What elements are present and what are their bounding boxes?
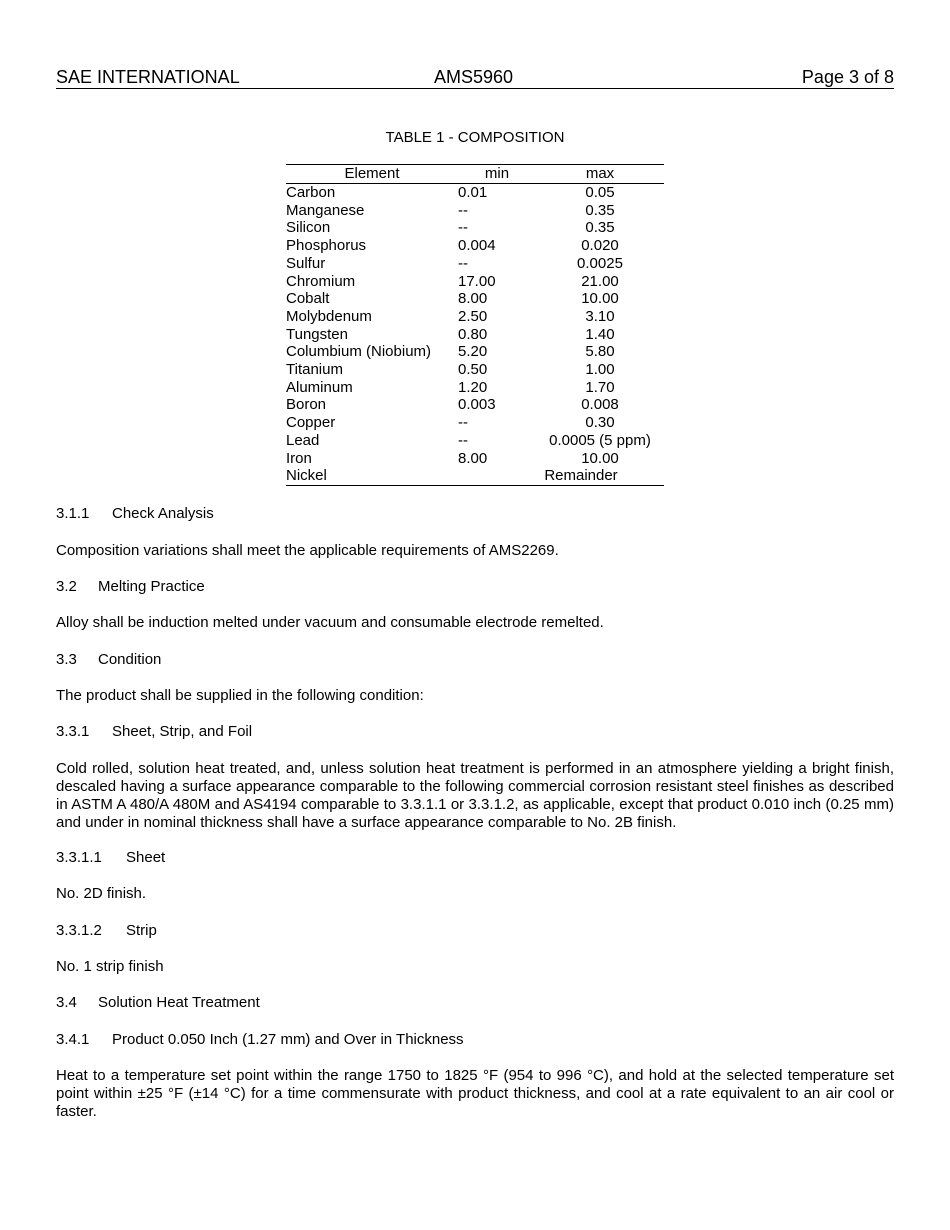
table-row [286,202,664,220]
cell-min: 5.20 [458,343,488,361]
section-heading-3-3-1-2 [56,922,157,940]
column-header-element: Element [286,165,458,184]
table-body [286,184,664,486]
cell-element: Molybdenum [286,307,372,325]
table-row [286,361,664,379]
cell-max: 0.35 [585,219,615,237]
cell-max: 0.05 [585,184,615,201]
section-number: 3.3.1.2 [56,922,102,939]
cell-element: Iron [286,449,312,467]
cell-element: Silicon [286,219,331,237]
section-number: 3.4 [56,994,77,1011]
cell-min: -- [458,219,468,237]
table-row [286,237,664,255]
cell-min: -- [458,201,468,219]
section-number: 3.2 [56,578,77,595]
cell-element: Sulfur [286,254,326,272]
cell-max: 1.00 [585,361,615,379]
cell-min: 0.004 [458,237,496,255]
cell-min: -- [458,431,468,449]
section-title: Check Analysis [112,505,214,522]
section-heading-3-4 [56,994,260,1012]
table-row [286,343,664,361]
cell-max: 0.008 [581,396,619,414]
cell-element: Aluminum [286,378,353,396]
table-row [286,290,664,308]
section-heading-3-3 [56,651,161,669]
table-row [286,273,664,291]
table-row [286,326,664,344]
cell-min: 1.20 [458,378,488,396]
section-number: 3.1.1 [56,505,90,522]
cell-min: 0.003 [458,396,496,414]
cell-max: 21.00 [581,272,619,290]
composition-table [286,164,664,486]
table-row [286,432,664,450]
column-header-max: max [536,165,664,184]
table-row [286,255,664,273]
cell-max: 0.35 [585,201,615,219]
cell-max: 1.40 [585,325,615,343]
cell-min: 0.01 [458,184,488,201]
table-row [286,219,664,237]
page-header [56,66,894,89]
cell-max: 3.10 [585,307,615,325]
cell-max: 1.70 [585,378,615,396]
cell-max: 10.00 [581,290,619,308]
paragraph-sheet-strip-foil: Cold rolled, solution heat treated, and, unless solution heat treatment is performed in an atmosphere yielding a bright finish, descaled having a surface appearance comparable to the following commercial corrosion resistant steel finishes as described in ASTM A 480/A 480M and AS4194 comparable to 3.3.1.1 or 3.3.1.2, as applicable, except that product 0.010 inch (0.25 mm) and under in nominal thickness shall have a surface appearance comparable to No. 2B finish. [56,760,894,831]
paragraph-strip-finish: No. 1 strip finish [56,958,164,975]
table-title: TABLE 1 - COMPOSITION [385,129,565,146]
table-row [286,308,664,326]
cell-element: Lead [286,431,320,449]
header-org: SAE INTERNATIONAL [56,67,240,87]
section-heading-3-3-1 [56,723,252,741]
cell-element: Nickel [286,467,458,485]
cell-element: Boron [286,396,327,414]
section-heading-3-4-1 [56,1031,464,1049]
cell-min: -- [458,254,468,272]
table-row [286,450,664,468]
cell-min: -- [458,414,468,432]
table-row [286,379,664,397]
cell-min: 8.00 [458,290,488,308]
header-doc-number: AMS5960 [434,67,514,87]
cell-max: 10.00 [581,449,619,467]
paragraph-heat-treatment: Heat to a temperature set point within the range 1750 to 1825 °F (954 to 996 °C), and hold at the selected temperature set point within ±25 °F (±14 °C) for a time commensurate with product thickness, and cool at a rate equivalent to an air cool or faster. [56,1067,894,1120]
cell-element: Copper [286,414,336,432]
paragraph-check-analysis: Composition variations shall meet the applicable requirements of AMS2269. [56,542,559,559]
section-title: Sheet [126,849,166,866]
cell-max: 0.020 [581,237,619,255]
table-row [286,184,664,202]
cell-min: 8.00 [458,449,488,467]
table-row [286,396,664,414]
cell-remainder: Remainder [458,467,664,485]
paragraph-sheet-finish: No. 2D finish. [56,885,147,902]
cell-max: 0.30 [585,414,615,432]
cell-min: 17.00 [458,272,496,290]
cell-max: 0.0005 (5 ppm) [549,431,651,449]
section-title: Condition [98,651,162,668]
cell-max: 0.0025 [577,254,623,272]
table-row [286,414,664,432]
paragraph-melting-practice: Alloy shall be induction melted under vacuum and consumable electrode remelted. [56,614,604,631]
cell-element: Chromium [286,272,356,290]
section-title: Sheet, Strip, and Foil [112,723,253,740]
section-title: Solution Heat Treatment [98,994,260,1011]
section-title: Melting Practice [98,578,205,595]
section-title: Product 0.050 Inch (1.27 mm) and Over in Thickness [112,1031,464,1048]
cell-min: 0.80 [458,325,488,343]
section-number: 3.4.1 [56,1031,90,1048]
cell-element: Tungsten [286,325,348,343]
cell-element: Manganese [286,201,365,219]
cell-min: 0.50 [458,361,488,379]
header-page-number: Page 3 of 8 [801,67,894,87]
cell-element: Titanium [286,361,343,379]
column-header-min: min [458,165,536,184]
cell-element: Columbium (Niobium) [286,343,432,361]
cell-element: Cobalt [286,290,330,308]
section-heading-3-1-1 [56,505,214,523]
section-number: 3.3.1 [56,723,90,740]
cell-element: Carbon [286,184,336,201]
section-heading-3-3-1-1 [56,849,165,867]
cell-min: 2.50 [458,307,488,325]
section-number: 3.3.1.1 [56,849,102,866]
section-title: Strip [126,922,157,939]
table-header-row [286,165,664,184]
table-row [286,467,664,485]
cell-element: Phosphorus [286,237,367,255]
section-heading-3-2 [56,578,205,596]
cell-max: 5.80 [585,343,615,361]
paragraph-condition: The product shall be supplied in the following condition: [56,687,424,704]
section-number: 3.3 [56,651,77,668]
